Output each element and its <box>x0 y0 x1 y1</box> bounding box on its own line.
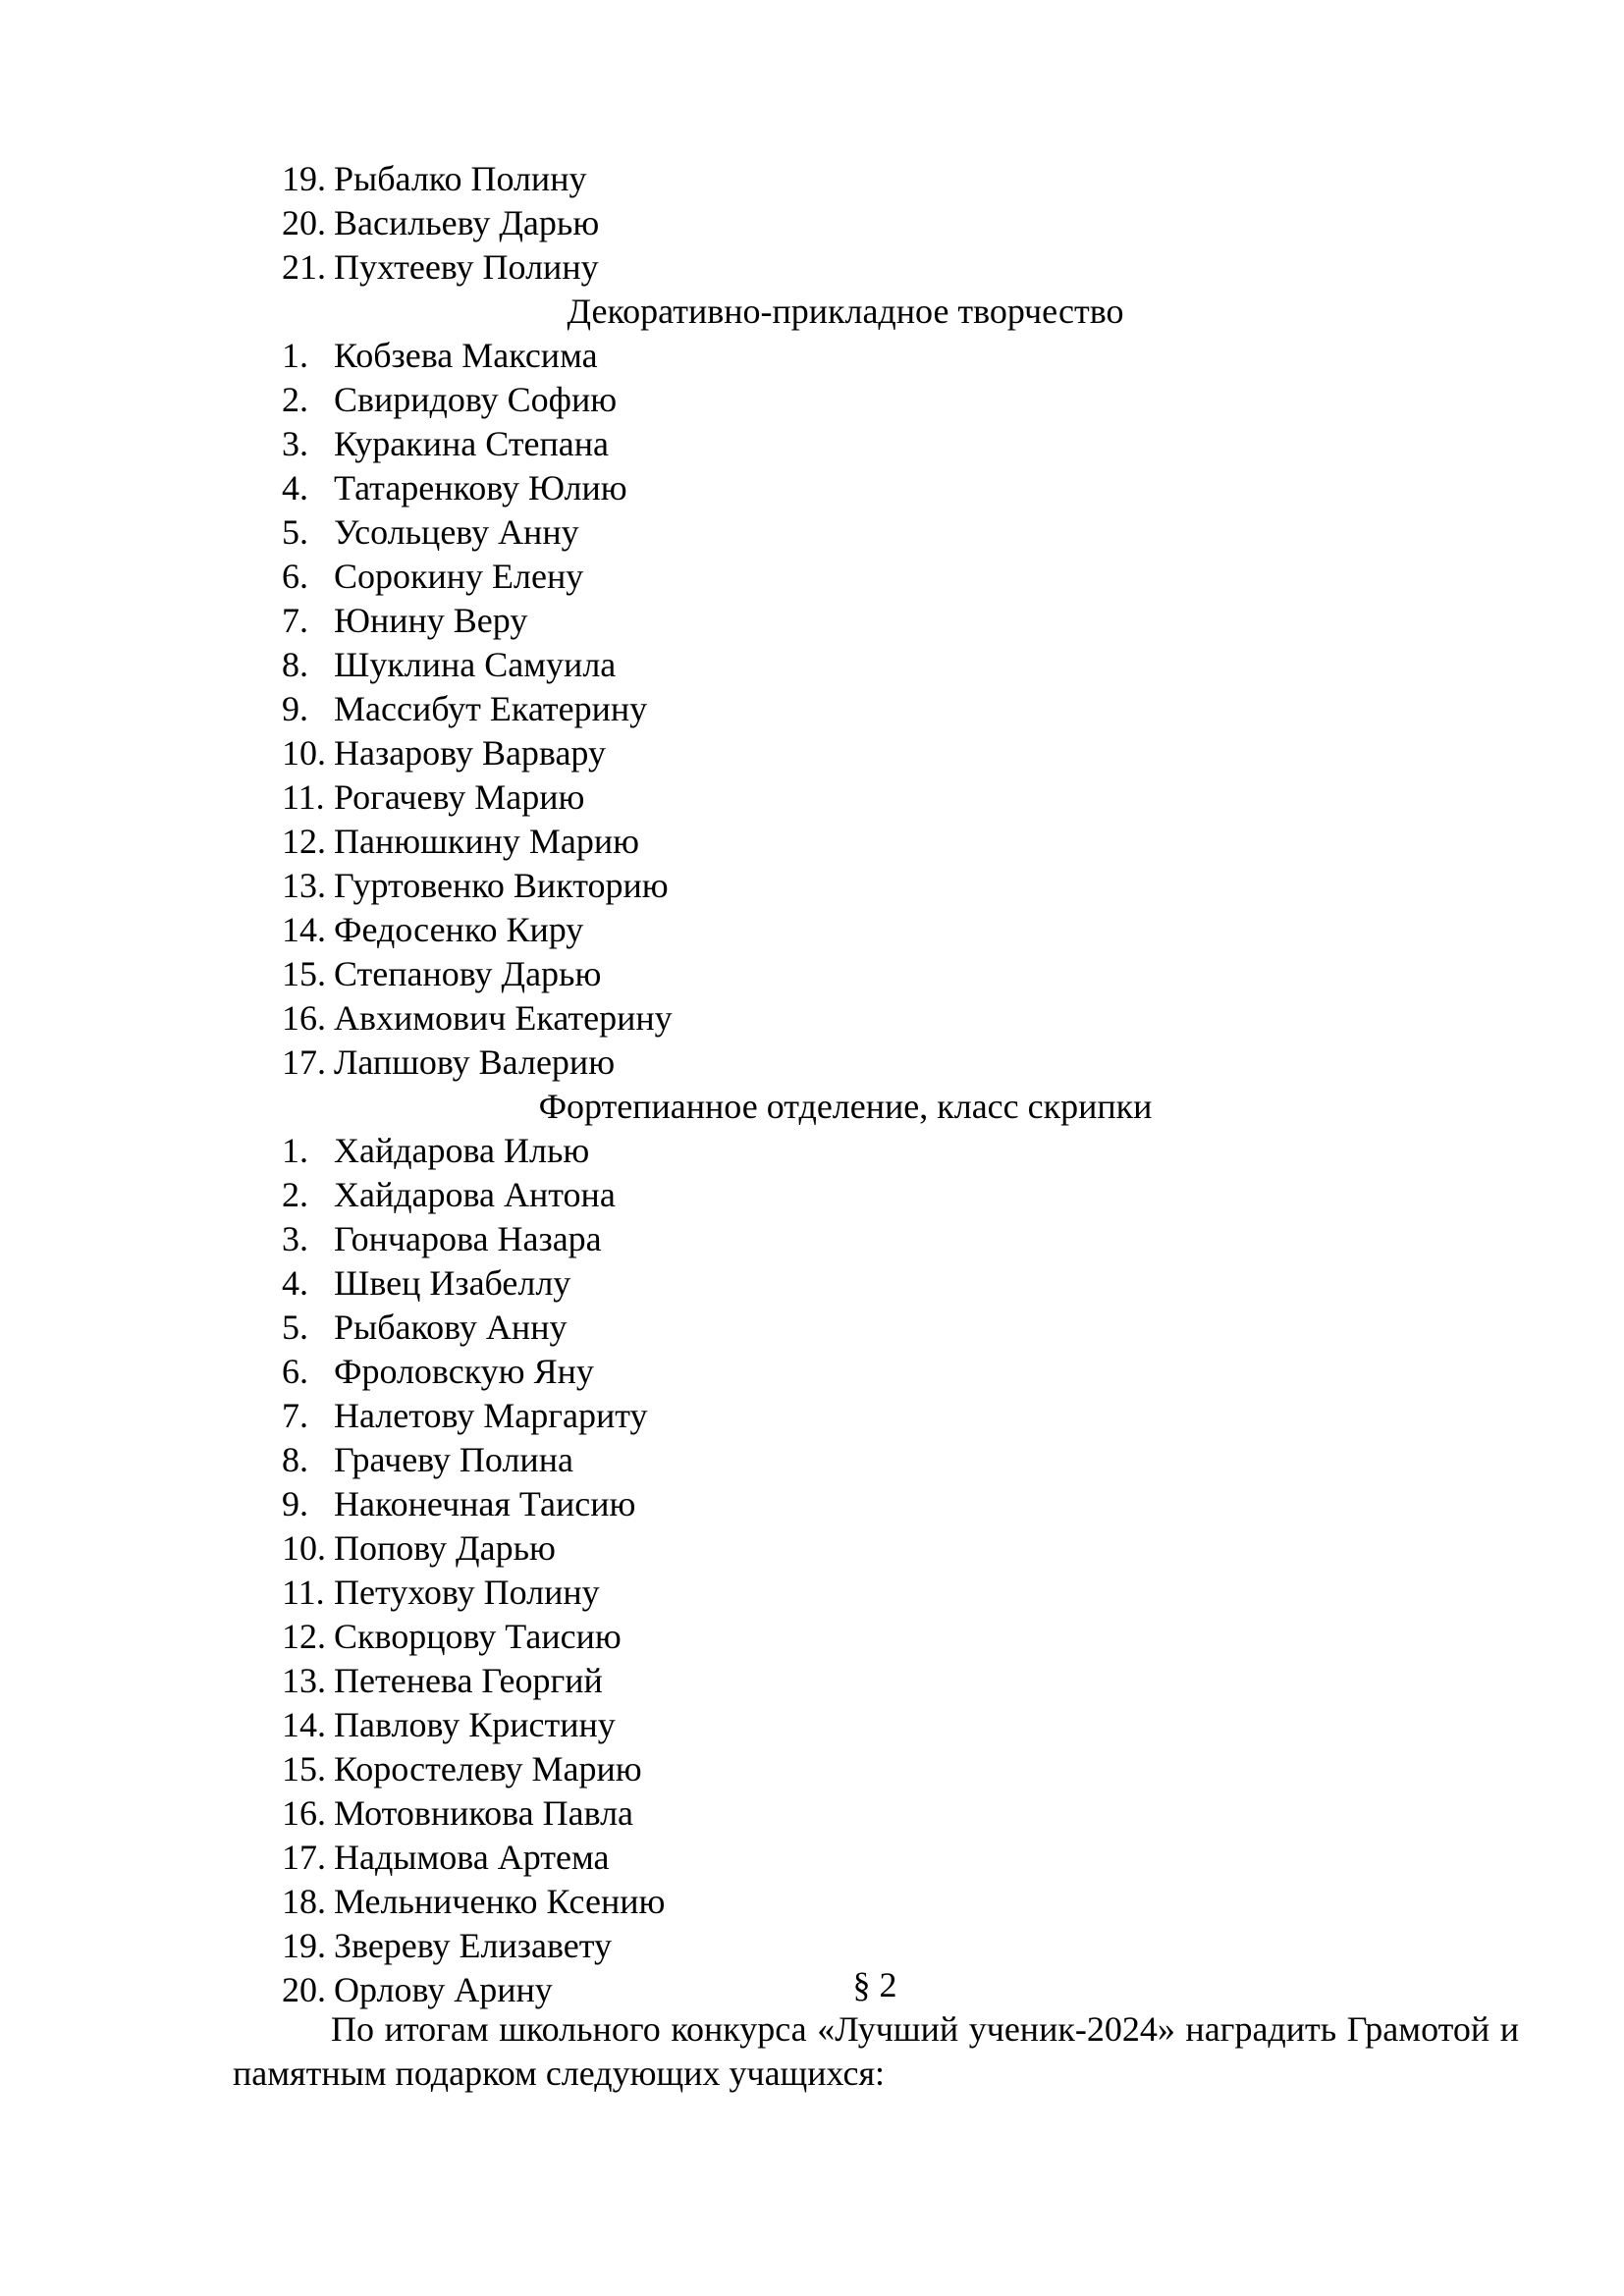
list-item-number: 18. <box>282 1882 326 1921</box>
list-item-number: 5. <box>282 1308 308 1347</box>
list-item <box>0 1217 1624 1261</box>
list-item-number: 19. <box>282 159 326 198</box>
list-item <box>0 1791 1624 1836</box>
list-item-number: 6. <box>282 557 308 596</box>
list-item-name: Попову Дарью <box>334 1528 556 1568</box>
list-item <box>0 908 1624 952</box>
list-item-name: Рыбакову Анну <box>334 1308 568 1347</box>
list-item-number: 11. <box>282 1573 325 1612</box>
list-item-name: Фроловскую Яну <box>334 1352 594 1391</box>
list-item <box>0 1880 1624 1924</box>
list-item-name: Кобзева Максима <box>334 336 598 375</box>
list-item-name: Куракина Степана <box>334 424 610 463</box>
list-item-name: Панюшкину Марию <box>334 822 640 861</box>
list-item-name: Хайдарова Илью <box>334 1131 590 1170</box>
list-item-name: Рыбалко Полину <box>334 159 587 198</box>
list-item <box>0 1526 1624 1571</box>
list-item-name: Налетову Маргариту <box>334 1396 648 1435</box>
list-item <box>0 599 1624 643</box>
list-item <box>0 1571 1624 1615</box>
list-item-name: Звереву Елизавету <box>334 1926 612 1965</box>
award-paragraph: По итогам школьного конкурса «Лучший ученик-2024» наградить Грамотой и памятным подарком следующих учащихся: <box>233 2009 1519 2093</box>
list-item <box>0 952 1624 996</box>
section-sign: § 2 <box>852 1965 897 2004</box>
list-item-number: 8. <box>282 645 308 684</box>
list-item-number: 20. <box>282 1970 326 2009</box>
list-item <box>0 201 1624 245</box>
list-item-number: 12. <box>282 1617 326 1656</box>
list-item-number: 15. <box>282 1749 326 1789</box>
list-item-number: 9. <box>282 689 308 728</box>
list-item <box>0 510 1624 555</box>
list-item-number: 11. <box>282 777 325 817</box>
list-item-name: Степанову Дарью <box>334 954 602 993</box>
list-item <box>0 1129 1624 1173</box>
list-item-name: Назарову Варвару <box>334 733 606 773</box>
list-item <box>0 1394 1624 1438</box>
list-item-name: Лапшову Валерию <box>334 1042 616 1082</box>
section-heading-piano: Фортепианное отделение, класс скрипки <box>538 1087 1153 1126</box>
list-item <box>0 1350 1624 1394</box>
list-item-name: Скворцову Таисию <box>334 1617 622 1656</box>
list-item-number: 7. <box>282 1396 308 1435</box>
list-item-number: 10. <box>282 733 326 773</box>
list-item-name: Петухову Полину <box>334 1573 600 1612</box>
section-heading-decorative: Декоративно-прикладное творчество <box>567 292 1124 331</box>
list-item <box>0 1438 1624 1482</box>
list-item-name: Надымова Артема <box>334 1838 610 1877</box>
list-item-name: Авхимович Екатерину <box>334 998 673 1038</box>
list-item-name: Петенева Георгий <box>334 1661 603 1700</box>
list-item <box>0 1615 1624 1659</box>
list-item <box>0 1924 1624 1968</box>
list-item-number: 5. <box>282 512 308 552</box>
list-item <box>0 1482 1624 1526</box>
list-item <box>0 1261 1624 1306</box>
list-item-number: 4. <box>282 468 308 507</box>
list-item-number: 13. <box>282 866 326 905</box>
list-item-number: 17. <box>282 1838 326 1877</box>
list-item <box>0 378 1624 422</box>
list-item <box>0 1306 1624 1350</box>
list-item <box>0 245 1624 290</box>
list-item-name: Хайдарова Антона <box>334 1175 616 1214</box>
list-item-name: Рогачеву Марию <box>334 777 585 817</box>
list-item-name: Массибут Екатерину <box>334 689 648 728</box>
list-item-number: 3. <box>282 424 308 463</box>
list-item <box>0 731 1624 775</box>
list-item-name: Юнину Веру <box>334 601 528 640</box>
list-item-number: 6. <box>282 1352 308 1391</box>
list-item-name: Мельниченко Ксению <box>334 1882 666 1921</box>
list-item-number: 13. <box>282 1661 326 1700</box>
list-item-name: Павлову Кристину <box>334 1705 616 1744</box>
list-item-number: 20. <box>282 203 326 242</box>
award-list <box>0 157 1624 2012</box>
list-item-number: 12. <box>282 822 326 861</box>
list-item-name: Швец Изабеллу <box>334 1263 571 1303</box>
list-item <box>0 775 1624 820</box>
list-item-number: 9. <box>282 1484 308 1523</box>
list-item-name: Шуклина Самуила <box>334 645 617 684</box>
list-item-number: 16. <box>282 998 326 1038</box>
list-item-number: 8. <box>282 1440 308 1479</box>
list-item <box>0 157 1624 201</box>
list-item-name: Татаренкову Юлию <box>334 468 627 507</box>
list-item-number: 16. <box>282 1793 326 1833</box>
list-item-number: 17. <box>282 1042 326 1082</box>
list-item-number: 10. <box>282 1528 326 1568</box>
list-item-name: Свиридову Софию <box>334 380 618 419</box>
list-item <box>0 555 1624 599</box>
list-item <box>0 820 1624 864</box>
list-item-number: 1. <box>282 1131 308 1170</box>
list-item <box>0 1041 1624 1085</box>
list-item-name: Орлову Арину <box>334 1970 553 2009</box>
list-item-name: Гуртовенко Викторию <box>334 866 669 905</box>
list-item-number: 2. <box>282 1175 308 1214</box>
list-item-number: 21. <box>282 247 326 287</box>
list-item-name: Коростелеву Марию <box>334 1749 642 1789</box>
list-item <box>0 996 1624 1041</box>
list-item-number: 4. <box>282 1263 308 1303</box>
list-item-name: Наконечная Таисию <box>334 1484 636 1523</box>
list-item-name: Пухтееву Полину <box>334 247 599 287</box>
list-item-name: Сорокину Елену <box>334 557 584 596</box>
list-item-name: Федосенко Киру <box>334 910 584 949</box>
list-item <box>0 1836 1624 1880</box>
list-item <box>0 643 1624 687</box>
list-item-name: Васильеву Дарью <box>334 203 600 242</box>
list-item-number: 1. <box>282 336 308 375</box>
list-item-name: Мотовникова Павла <box>334 1793 634 1833</box>
list-item <box>0 1747 1624 1791</box>
list-item <box>0 422 1624 466</box>
list-item <box>0 1703 1624 1747</box>
list-item <box>0 334 1624 378</box>
list-item-name: Гончарова Назара <box>334 1219 602 1258</box>
list-item <box>0 864 1624 908</box>
list-item <box>0 1173 1624 1217</box>
list-item-number: 3. <box>282 1219 308 1258</box>
list-item-number: 7. <box>282 601 308 640</box>
list-item-number: 19. <box>282 1926 326 1965</box>
list-item-name: Грачеву Полина <box>334 1440 573 1479</box>
list-item <box>0 687 1624 731</box>
list-item-number: 15. <box>282 954 326 993</box>
list-item-number: 14. <box>282 910 326 949</box>
list-item-number: 14. <box>282 1705 326 1744</box>
list-item-number: 2. <box>282 380 308 419</box>
list-item <box>0 1659 1624 1703</box>
list-item <box>0 466 1624 510</box>
list-item-name: Усольцеву Анну <box>334 512 579 552</box>
